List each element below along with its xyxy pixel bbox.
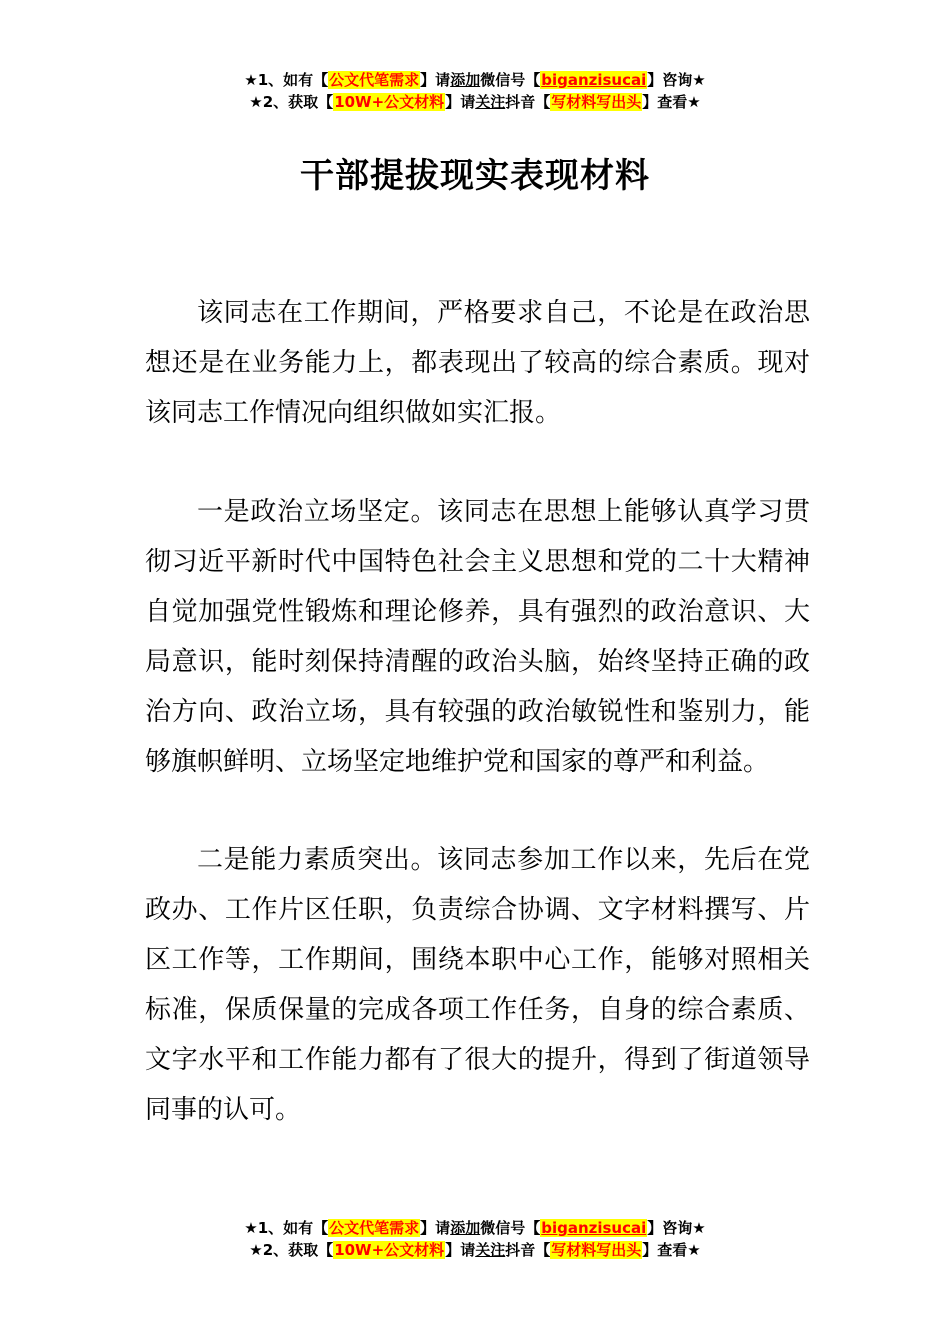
banner-line-2	[0, 1239, 950, 1261]
wechat-id-link[interactable]: biganzisucai	[541, 71, 647, 89]
banner-text: 微信号【	[480, 71, 541, 89]
underlined-add: 添加	[450, 71, 481, 89]
document-title: 干部提拔现实表现材料	[300, 156, 650, 196]
banner-text: ★2、获取【	[249, 93, 334, 111]
underlined-follow: 关注	[475, 93, 506, 111]
highlight-douyin-account: 写材料写出头	[551, 1241, 642, 1259]
highlight-materials: 10W+公文材料	[334, 1241, 445, 1259]
banner-line-1	[0, 69, 950, 91]
underlined-add: 添加	[450, 1219, 481, 1237]
banner-text: 微信号【	[480, 1219, 541, 1237]
body-paragraph-3	[145, 835, 810, 1135]
header-banner	[0, 69, 950, 113]
banner-text: 抖音【	[505, 93, 551, 111]
banner-text: 】咨询★	[647, 71, 706, 89]
banner-text: ★2、获取【	[249, 1241, 334, 1259]
body-paragraph-2	[145, 487, 810, 787]
paragraph-political: 一是政治立场坚定。该同志在思想上能够认真学习贯彻习近平新时代中国特色社会主义思想和党的二十大精神自觉加强党性锻炼和理论修养，具有强烈的政治意识、大局意识，能时刻保持清醒的政治头脑，始终坚持正确的政治方向、政治立场，具有较强的政治敏锐性和鉴别力，能够旗帜鲜明、立场坚定地维护党和国家的尊严和利益。	[145, 497, 810, 777]
banner-text: 】请	[445, 1241, 476, 1259]
banner-text: ★1、如有【	[244, 1219, 329, 1237]
banner-text: 抖音【	[505, 1241, 551, 1259]
banner-text: 】咨询★	[647, 1219, 706, 1237]
banner-text: 】请	[420, 71, 451, 89]
highlight-douyin-account: 写材料写出头	[551, 93, 642, 111]
banner-line-2	[0, 91, 950, 113]
wechat-id-link[interactable]: biganzisucai	[541, 1219, 647, 1237]
highlight-ghostwriting: 公文代笔需求	[329, 71, 420, 89]
banner-text: 】查看★	[642, 93, 701, 111]
banner-text: 】请	[445, 93, 476, 111]
banner-text: 】请	[420, 1219, 451, 1237]
banner-text: ★1、如有【	[244, 71, 329, 89]
footer-banner	[0, 1217, 950, 1261]
highlight-materials: 10W+公文材料	[334, 93, 445, 111]
body-paragraph-1	[145, 288, 810, 438]
banner-text: 】查看★	[642, 1241, 701, 1259]
underlined-follow: 关注	[475, 1241, 506, 1259]
paragraph-ability: 二是能力素质突出。该同志参加工作以来，先后在党政办、工作片区任职，负责综合协调、文字材料撰写、片区工作等，工作期间，围绕本职中心工作，能够对照相关标准，保质保量的完成各项工作任务，自身的综合素质、文字水平和工作能力都有了很大的提升，得到了街道领导同事的认可。	[145, 845, 810, 1125]
highlight-ghostwriting: 公文代笔需求	[329, 1219, 420, 1237]
paragraph-intro: 该同志在工作期间，严格要求自己，不论是在政治思想还是在业务能力上，都表现出了较高的综合素质。现对该同志工作情况向组织做如实汇报。	[145, 298, 810, 428]
banner-line-1	[0, 1217, 950, 1239]
